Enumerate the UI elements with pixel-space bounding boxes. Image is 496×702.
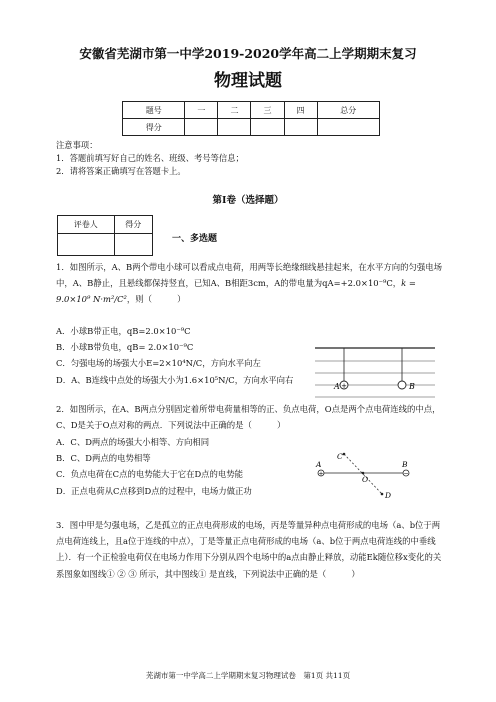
coulomb-constant: k = 9.0×10⁹ N·m²/C² <box>56 278 416 305</box>
label-o: O <box>362 475 369 484</box>
notes-heading: 注意事项： <box>56 140 98 150</box>
score-cell[interactable] <box>185 119 218 136</box>
score-row-label: 得分 <box>123 119 185 136</box>
question-2-figure <box>310 451 420 499</box>
charge-b <box>398 381 406 389</box>
point-c <box>343 453 346 456</box>
score-header-cell: 二 <box>218 102 251 119</box>
plus-sign: + <box>341 382 347 390</box>
grader-cell[interactable] <box>58 234 115 256</box>
minus-sign: − <box>403 470 409 478</box>
question-1-option-d[interactable]: D．A、B连线中点处的场强大小为1.6×10⁵N/C，方向水平向右 <box>56 374 294 385</box>
label-b: B <box>402 460 408 469</box>
score-table-score-row <box>123 119 380 136</box>
part-title: 一、多选题 <box>172 234 218 244</box>
plus-sign: + <box>318 470 324 478</box>
score-header-cell: 题号 <box>123 102 185 119</box>
score-table <box>122 101 380 136</box>
section-title: 第I卷（选择题） <box>212 195 284 206</box>
score-cell[interactable] <box>284 119 317 136</box>
question-1-option-b[interactable]: B．小球B带负电，qB= 2.0×10⁻⁹C <box>56 342 194 353</box>
question-1-stem <box>56 259 444 308</box>
question-2-option-b[interactable]: B．C、D两点的电势相等 <box>56 453 151 464</box>
question-3-stem: 3．图中甲是匀强电场，乙是孤立的正点电荷形成的电场，丙是等量异种点电荷形成的电场（a、b位于两点电荷连线上，且a位于连线的中点），丁是等量正点电荷形成的电场（a、b位于两点电荷连线的中垂线上）．有一个正检验电荷仅在电场力作用下分别从四个电场中的a点由静止释放，动能Ek随位移x变化的关系图象如图线① ② ③ 所示，其中图线① 是直线，下列说法中正确的是（ ） <box>56 520 442 579</box>
label-c: C <box>337 452 343 461</box>
score-header-cell: 四 <box>284 102 317 119</box>
question-1-option-c[interactable]: C．匀强电场的场强大小E=2×10⁴N/C，方向水平向左 <box>56 358 261 369</box>
label-a: A <box>334 382 340 391</box>
score-header-cell: 一 <box>185 102 218 119</box>
label-a: A <box>316 460 322 469</box>
grader-score-label: 得分 <box>114 216 152 234</box>
question-1-stem-end: ，则（ ） <box>126 294 186 305</box>
question-1-figure <box>310 344 440 406</box>
page-footer: 芜湖市第一中学高二上学期期末复习物理试卷 第1页 共11页 <box>145 671 351 680</box>
question-1-option-a[interactable]: A．小球B带正电，qB=2.0×10⁻⁹C <box>56 326 191 336</box>
question-2-option-c[interactable]: C．负点电荷在C点的电势能大于它在D点的电势能 <box>56 469 244 480</box>
score-table-header-row <box>123 102 380 119</box>
label-b: B <box>409 382 415 391</box>
question-2-option-a[interactable]: A．C、D两点的场强大小相等、方向相同 <box>56 437 210 447</box>
notes-item: 2．请将答案正确填写在答题卡上。 <box>56 166 186 176</box>
point-o <box>362 472 365 475</box>
question-1-stem-text: 1．如图所示，A、B两个带电小球可以看成点电荷，用两等长绝缘细线悬挂起来，在水平方向的匀强电场中，A、B静止，且悬线都保持竖直，已知A、B相距3cm，A的带电量为qA=+2.0×10⁻⁹C， <box>56 262 443 289</box>
grader-score-cell[interactable] <box>114 234 152 256</box>
grader-table <box>57 215 153 256</box>
question-2-option-d[interactable]: D．正点电荷从C点移到D点的过程中，电场力做正功 <box>56 485 252 496</box>
point-d <box>381 493 384 496</box>
grader-label: 评卷人 <box>58 216 115 234</box>
score-cell[interactable] <box>218 119 251 136</box>
exam-title-line2: 物理试题 <box>214 71 282 91</box>
score-header-cell: 总分 <box>317 102 379 119</box>
score-header-cell: 三 <box>251 102 284 119</box>
notes-item: 1．答题前填写好自己的姓名、班级、考号等信息； <box>56 153 244 163</box>
question-2-stem: 2．如图所示，在A、B两点分别固定着所带电荷量相等的正、负点电荷，O点是两个点电荷连线的中点，C、D是关于O点对称的两点．下列说法中正确的是（ ） <box>56 404 441 431</box>
notes-block <box>56 139 244 178</box>
score-cell[interactable] <box>317 119 379 136</box>
score-cell[interactable] <box>251 119 284 136</box>
label-d: D <box>385 491 392 499</box>
exam-title-line1: 安徽省芜湖市第一中学2019-2020学年高二上学期期末复习 <box>79 46 417 61</box>
